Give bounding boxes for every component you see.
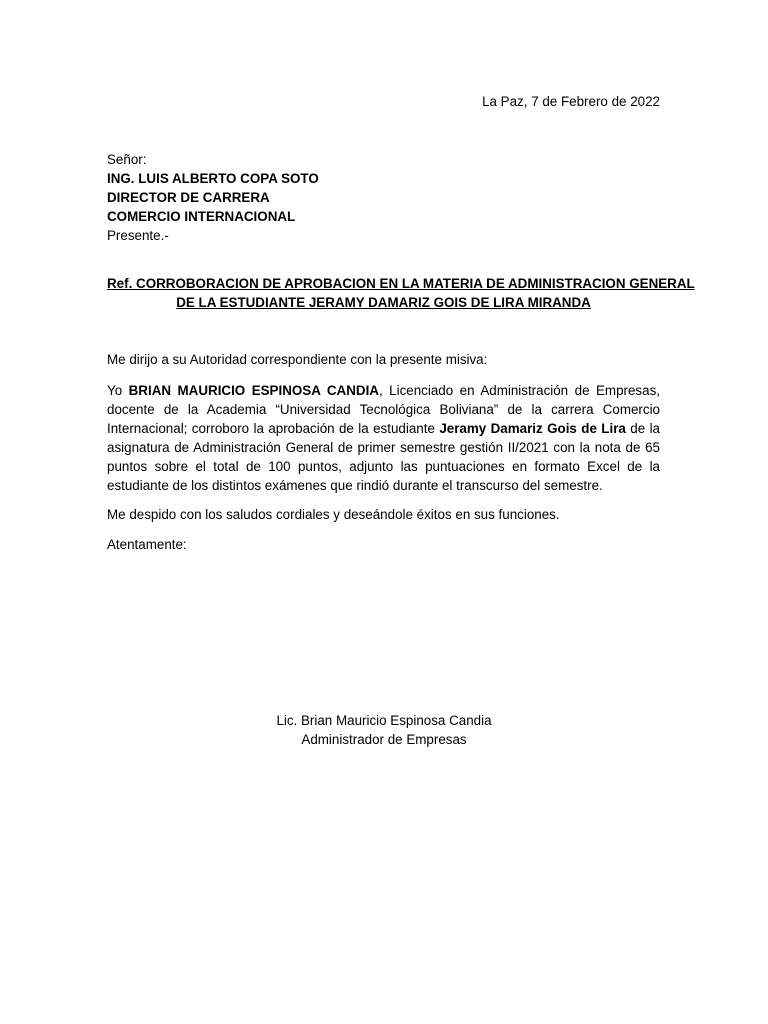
- student-name: Jeramy Damariz Gois de Lira: [439, 421, 626, 436]
- main-text-part-3: de la asignatura de Administración General de primer semestre gestión II/2021 con la nota de 65 puntos sobre el total de 100 puntos, adjunto las puntuaciones en formato Excel de la estudiante de los distintos exámenes que rindió durante el transcurso del semestre.: [107, 421, 660, 493]
- main-text-part-1: Yo: [107, 383, 129, 398]
- signature-title: Administrador de Empresas: [301, 732, 467, 747]
- reference-line-2: DE LA ESTUDIANTE JERAMY DAMARIZ GOIS DE LIRA MIRANDA: [176, 295, 591, 310]
- signature-name: Lic. Brian Mauricio Espinosa Candia: [276, 713, 492, 728]
- addressee-block: [107, 150, 319, 245]
- addressee-name: ING. LUIS ALBERTO COPA SOTO: [107, 171, 319, 186]
- main-paragraph: [107, 381, 660, 495]
- farewell-paragraph: Me despido con los saludos cordiales y deseándole éxitos en sus funciones.: [107, 507, 560, 522]
- presente-line: Presente.-: [107, 228, 169, 243]
- closing-line: Atentamente:: [107, 537, 187, 552]
- author-name: BRIAN MAURICIO ESPINOSA CANDIA: [128, 383, 379, 398]
- addressee-department: COMERCIO INTERNACIONAL: [107, 209, 296, 224]
- letter-date: La Paz, 7 de Febrero de 2022: [482, 94, 660, 109]
- addressee-position: DIRECTOR DE CARRERA: [107, 190, 270, 205]
- intro-paragraph: Me dirijo a su Autoridad correspondiente con la presente misiva:: [107, 352, 488, 367]
- reference-heading: [107, 274, 695, 312]
- reference-line-1: Ref. CORROBORACION DE APROBACION EN LA MATERIA DE ADMINISTRACION GENERAL: [107, 276, 695, 291]
- signature-block: [0, 711, 768, 749]
- main-text-part-2: , Licenciado en Administración de Empresas, docente de la Academia “Universidad Tecnológica Boliviana” de la carrera Comercio Internacional; corroboro la aprobación de la estudiante: [107, 383, 660, 436]
- salutation: Señor:: [107, 152, 147, 167]
